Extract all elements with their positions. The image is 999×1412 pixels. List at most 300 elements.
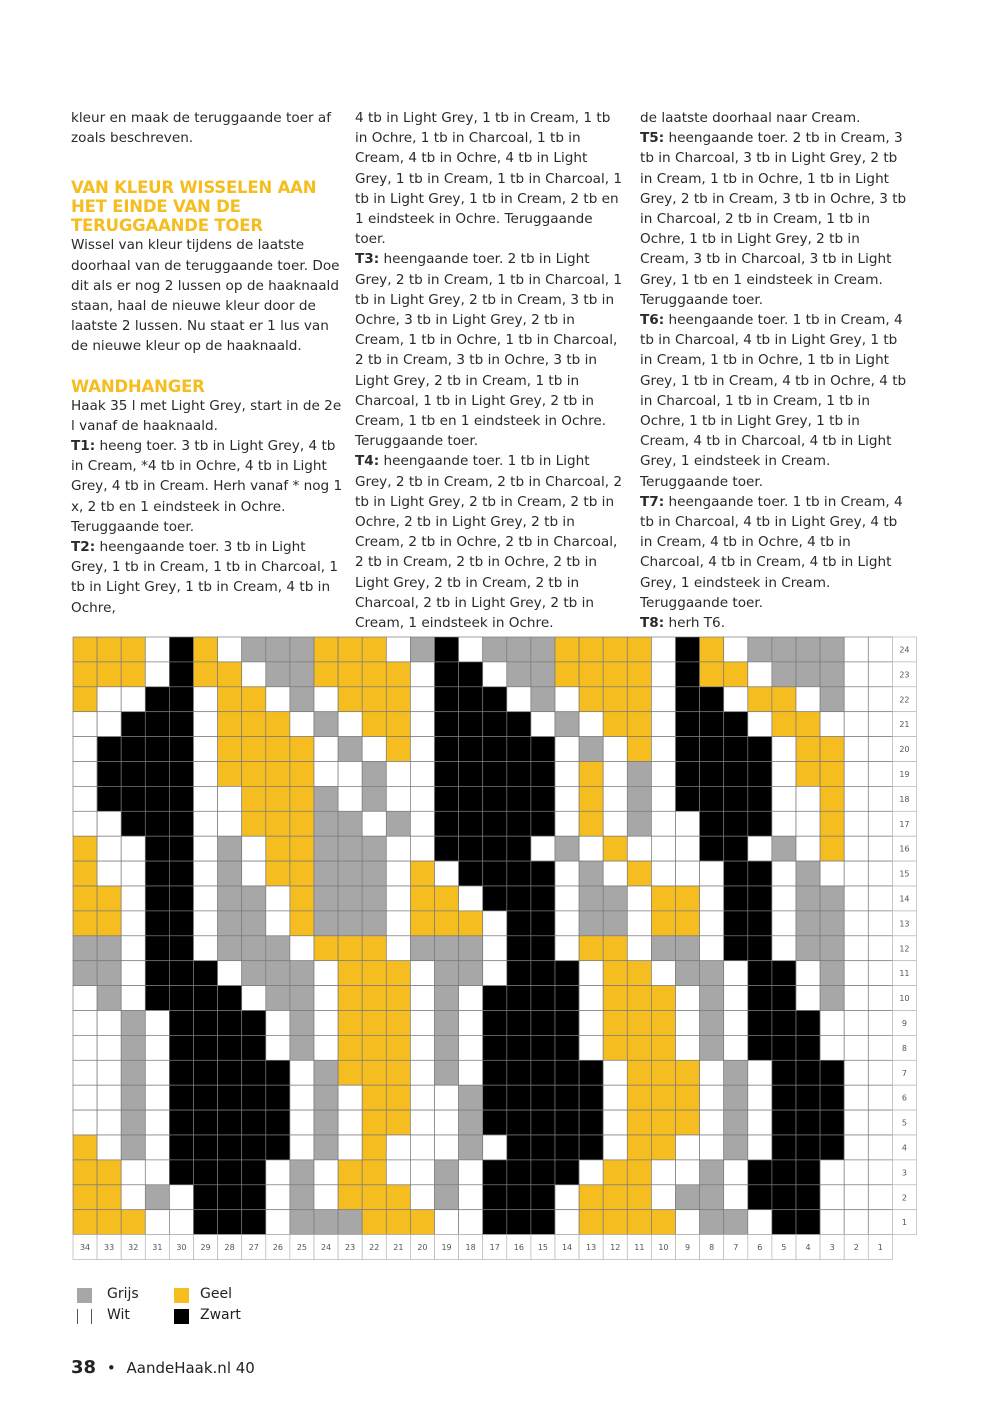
grid-cell: [555, 662, 579, 687]
grid-cell: [772, 986, 796, 1011]
grid-cell: [266, 1135, 290, 1160]
column-number: 21: [393, 1243, 404, 1253]
grid-cell: [603, 1035, 627, 1060]
grid-cell: [579, 986, 603, 1011]
grid-cell: [194, 961, 218, 986]
row-number: 10: [899, 994, 910, 1004]
row-number: 7: [901, 1068, 907, 1078]
grid-cell: [555, 911, 579, 936]
grid-cell: [218, 811, 242, 836]
grid-cell: [169, 911, 193, 936]
grid-cell: [73, 1185, 97, 1210]
grid-cell: [314, 1011, 338, 1036]
grid-cell: [579, 836, 603, 861]
grid-cell: [555, 1160, 579, 1185]
grid-cell: [362, 936, 386, 961]
grid-cell: [121, 1135, 145, 1160]
grid-cell: [218, 1035, 242, 1060]
grid-cell: [555, 861, 579, 886]
grid-cell: [844, 762, 868, 787]
grid-cell: [748, 1160, 772, 1185]
grid-cell: [338, 1060, 362, 1085]
grid-cell: [242, 762, 266, 787]
grid-cell: [724, 1060, 748, 1085]
grid-cell: [242, 662, 266, 687]
grid-cell: [724, 811, 748, 836]
grid-cell: [507, 662, 531, 687]
grid-cell: [603, 1135, 627, 1160]
grid-cell: [73, 737, 97, 762]
grid-cell: [266, 1060, 290, 1085]
grid-cell: [290, 1185, 314, 1210]
grid-cell: [121, 886, 145, 911]
grid-cell: [820, 961, 844, 986]
grid-cell: [410, 786, 434, 811]
grid-cell: [97, 1085, 121, 1110]
grid-cell: [627, 1011, 651, 1036]
grid-cell: [627, 936, 651, 961]
grid-cell: [73, 1060, 97, 1085]
grid-cell: [483, 936, 507, 961]
grid-cell: [772, 1011, 796, 1036]
footer-source: AandeHaak.nl 40: [126, 1359, 255, 1377]
grid-cell: [194, 1135, 218, 1160]
grid-cell: [410, 762, 434, 787]
grid-cell: [627, 737, 651, 762]
grid-cell: [748, 1085, 772, 1110]
grid-cell: [724, 786, 748, 811]
grid-cell: [97, 1110, 121, 1135]
column-number: 14: [561, 1243, 573, 1253]
grid-cell: [676, 1085, 700, 1110]
grid-cell: [266, 786, 290, 811]
grid-cell: [531, 737, 555, 762]
grid-cell: [169, 936, 193, 961]
grid-cell: [73, 662, 97, 687]
grid-cell: [796, 1160, 820, 1185]
grid-cell: [483, 811, 507, 836]
legend-swatch-geel: [174, 1288, 189, 1303]
grid-cell: [748, 1011, 772, 1036]
grid-cell: [218, 911, 242, 936]
column-number: 16: [513, 1243, 524, 1253]
grid-cell: [796, 936, 820, 961]
grid-cell: [435, 936, 459, 961]
grid-cell: [700, 1210, 724, 1235]
grid-cell: [772, 662, 796, 687]
grid-cell: [386, 1085, 410, 1110]
grid-cell: [362, 986, 386, 1011]
grid-cell: [459, 1085, 483, 1110]
grid-cell: [386, 1035, 410, 1060]
grid-cell: [242, 1135, 266, 1160]
grid-cell: [555, 1035, 579, 1060]
grid-cell: [218, 861, 242, 886]
grid-cell: [796, 662, 820, 687]
row-number: 22: [899, 695, 910, 705]
grid-cell: [73, 687, 97, 712]
grid-cell: [362, 1135, 386, 1160]
grid-cell: [555, 986, 579, 1011]
grid-cell: [386, 762, 410, 787]
grid-cell: [579, 1035, 603, 1060]
grid-cell: [169, 886, 193, 911]
grid-cell: [772, 1210, 796, 1235]
row-number: 3: [901, 1168, 907, 1178]
row-number: 23: [899, 670, 910, 680]
grid-cell: [627, 811, 651, 836]
grid-cell: [507, 1035, 531, 1060]
row-number: 24: [899, 645, 910, 655]
grid-cell: [868, 986, 892, 1011]
grid-cell: [194, 637, 218, 662]
row-number: 8: [901, 1043, 907, 1053]
grid-cell: [748, 637, 772, 662]
grid-cell: [314, 886, 338, 911]
grid-cell: [724, 936, 748, 961]
grid-cell: [266, 712, 290, 737]
grid-cell: [362, 1085, 386, 1110]
grid-cell: [338, 786, 362, 811]
grid-cell: [676, 1060, 700, 1085]
grid-cell: [555, 687, 579, 712]
grid-cell: [242, 1160, 266, 1185]
grid-cell: [724, 836, 748, 861]
grid-cell: [242, 1011, 266, 1036]
grid-cell: [483, 1160, 507, 1185]
grid-cell: [579, 1011, 603, 1036]
grid-cell: [290, 1035, 314, 1060]
grid-cell: [410, 1160, 434, 1185]
grid-cell: [314, 687, 338, 712]
grid-cell: [145, 1110, 169, 1135]
column-number: 7: [733, 1243, 739, 1253]
row-label-t1: T1:: [71, 438, 96, 455]
grid-cell: [314, 911, 338, 936]
grid-cell: [579, 762, 603, 787]
grid-cell: [820, 1135, 844, 1160]
grid-cell: [627, 1185, 651, 1210]
grid-cell: [386, 687, 410, 712]
grid-cell: [772, 861, 796, 886]
grid-cell: [603, 637, 627, 662]
grid-cell: [266, 762, 290, 787]
grid-cell: [242, 811, 266, 836]
grid-cell: [362, 1060, 386, 1085]
grid-cell: [97, 1011, 121, 1036]
grid-cell: [844, 836, 868, 861]
grid-cell: [145, 687, 169, 712]
grid-cell: [700, 986, 724, 1011]
grid-cell: [362, 1185, 386, 1210]
grid-cell: [435, 1035, 459, 1060]
grid-cell: [362, 687, 386, 712]
grid-cell: [73, 961, 97, 986]
row-number: 1: [901, 1218, 907, 1228]
grid-cell: [97, 836, 121, 861]
legend-label-geel: Geel: [200, 1286, 232, 1302]
grid-cell: [676, 1210, 700, 1235]
row-number: 13: [899, 919, 910, 929]
grid-cell: [435, 637, 459, 662]
grid-cell: [724, 961, 748, 986]
grid-cell: [651, 1210, 675, 1235]
page-number: 38: [71, 1357, 97, 1378]
grid-cell: [820, 786, 844, 811]
grid-cell: [820, 861, 844, 886]
grid-cell: [121, 986, 145, 1011]
row-text-t7: heengaande toer. 1 tb in Cream, 4 tb in Charcoal, 4 tb in Light Grey, 4 tb in Cream, 4 tb in Ochre, 4 tb in Charcoal, 4 tb in Cream, 4 tb in Light Grey, 1 eindsteek in Cream. Teruggaande toer.: [640, 493, 903, 611]
grid-cell: [483, 712, 507, 737]
grid-cell: [724, 886, 748, 911]
grid-cell: [483, 836, 507, 861]
grid-cell: [627, 911, 651, 936]
grid-cell: [169, 861, 193, 886]
grid-cell: [579, 712, 603, 737]
grid-cell: [724, 1160, 748, 1185]
grid-cell: [531, 687, 555, 712]
grid-cell: [218, 687, 242, 712]
grid-cell: [362, 1011, 386, 1036]
grid-cell: [748, 687, 772, 712]
grid-cell: [73, 1110, 97, 1135]
grid-cell: [121, 1011, 145, 1036]
grid-cell: [194, 1185, 218, 1210]
grid-cell: [121, 1160, 145, 1185]
grid-cell: [386, 1110, 410, 1135]
grid-cell: [242, 986, 266, 1011]
grid-cell: [483, 986, 507, 1011]
grid-cell: [676, 737, 700, 762]
grid-cell: [121, 1085, 145, 1110]
grid-cell: [459, 786, 483, 811]
grid-cell: [145, 986, 169, 1011]
grid-cell: [772, 886, 796, 911]
grid-cell: [145, 737, 169, 762]
grid-cell: [459, 1135, 483, 1160]
grid-cell: [362, 1110, 386, 1135]
grid-cell: [145, 662, 169, 687]
grid-cell: [266, 687, 290, 712]
grid-cell: [362, 637, 386, 662]
grid-cell: [266, 911, 290, 936]
grid-cell: [338, 911, 362, 936]
grid-cell: [627, 886, 651, 911]
grid-cell: [314, 1035, 338, 1060]
grid-cell: [555, 786, 579, 811]
grid-cell: [73, 637, 97, 662]
grid-cell: [169, 662, 193, 687]
grid-cell: [531, 1085, 555, 1110]
grid-cell: [748, 1210, 772, 1235]
grid-cell: [314, 1160, 338, 1185]
grid-cell: [435, 861, 459, 886]
grid-cell: [627, 986, 651, 1011]
grid-cell: [314, 712, 338, 737]
grid-cell: [772, 712, 796, 737]
grid-cell: [676, 811, 700, 836]
grid-cell: [483, 762, 507, 787]
grid-cell: [338, 1185, 362, 1210]
grid-cell: [651, 1011, 675, 1036]
grid-cell: [868, 936, 892, 961]
grid-cell: [97, 662, 121, 687]
grid-cell: [868, 1110, 892, 1135]
grid-cell: [724, 687, 748, 712]
grid-cell: [676, 836, 700, 861]
grid-cell: [410, 811, 434, 836]
grid-cell: [700, 1110, 724, 1135]
grid-cell: [73, 1210, 97, 1235]
grid-cell: [820, 737, 844, 762]
grid-cell: [194, 1210, 218, 1235]
grid-cell: [868, 1160, 892, 1185]
grid-cell: [531, 637, 555, 662]
grid-cell: [651, 712, 675, 737]
grid-cell: [844, 737, 868, 762]
row-number: 21: [899, 720, 910, 730]
grid-cell: [386, 1185, 410, 1210]
grid-cell: [362, 836, 386, 861]
grid-cell: [796, 762, 820, 787]
row-label-t2: T2:: [71, 539, 96, 556]
column-number: 15: [537, 1243, 549, 1253]
grid-cell: [435, 1085, 459, 1110]
grid-cell: [386, 737, 410, 762]
grid-cell: [97, 861, 121, 886]
grid-cell: [651, 1135, 675, 1160]
grid-cell: [555, 737, 579, 762]
grid-cell: [194, 836, 218, 861]
grid-cell: [73, 911, 97, 936]
grid-cell: [796, 637, 820, 662]
grid-cell: [507, 811, 531, 836]
grid-cell: [555, 836, 579, 861]
grid-cell: [194, 662, 218, 687]
row-t4-continued: de laatste doorhaal naar Cream.: [640, 110, 861, 126]
grid-cell: [555, 811, 579, 836]
grid-cell: [748, 911, 772, 936]
grid-cell: [700, 687, 724, 712]
grid-cell: [73, 712, 97, 737]
grid-cell: [459, 811, 483, 836]
grid-cell: [266, 861, 290, 886]
grid-cell: [459, 861, 483, 886]
grid-cell: [290, 762, 314, 787]
grid-cell: [266, 1185, 290, 1210]
grid-cell: [169, 1185, 193, 1210]
grid-cell: [603, 811, 627, 836]
grid-cell: [145, 1035, 169, 1060]
grid-cell: [724, 712, 748, 737]
grid-cell: [218, 662, 242, 687]
grid-cell: [627, 662, 651, 687]
grid-cell: [121, 687, 145, 712]
grid-cell: [266, 811, 290, 836]
row-label-t3: T3:: [355, 251, 380, 268]
grid-cell: [169, 687, 193, 712]
grid-cell: [531, 1011, 555, 1036]
grid-cell: [868, 786, 892, 811]
grid-cell: [386, 911, 410, 936]
grid-cell: [169, 762, 193, 787]
grid-cell: [242, 1185, 266, 1210]
grid-cell: [242, 861, 266, 886]
grid-cell: [362, 762, 386, 787]
grid-cell: [820, 662, 844, 687]
grid-cell: [627, 1085, 651, 1110]
grid-cell: [145, 1160, 169, 1185]
grid-cell: [627, 1135, 651, 1160]
column-number: 4: [805, 1243, 811, 1253]
grid-cell: [145, 1135, 169, 1160]
grid-cell: [386, 961, 410, 986]
grid-cell: [314, 861, 338, 886]
grid-cell: [772, 836, 796, 861]
grid-cell: [531, 1135, 555, 1160]
grid-cell: [121, 1110, 145, 1135]
grid-cell: [700, 1185, 724, 1210]
grid-cell: [724, 861, 748, 886]
grid-cell: [218, 986, 242, 1011]
row-number: 18: [899, 794, 910, 804]
grid-cell: [242, 712, 266, 737]
grid-cell: [820, 886, 844, 911]
grid-cell: [121, 762, 145, 787]
grid-cell: [724, 1210, 748, 1235]
grid-cell: [507, 1185, 531, 1210]
grid-cell: [651, 762, 675, 787]
grid-cell: [435, 836, 459, 861]
grid-cell: [820, 1160, 844, 1185]
grid-cell: [676, 762, 700, 787]
column-number: 10: [658, 1243, 669, 1253]
grid-cell: [290, 886, 314, 911]
grid-cell: [748, 961, 772, 986]
grid-cell: [555, 762, 579, 787]
grid-cell: [483, 786, 507, 811]
grid-cell: [145, 762, 169, 787]
row-number: 5: [901, 1118, 907, 1128]
grid-cell: [218, 712, 242, 737]
grid-cell: [676, 936, 700, 961]
grid-cell: [338, 1110, 362, 1135]
grid-cell: [483, 961, 507, 986]
grid-cell: [483, 1035, 507, 1060]
grid-cell: [410, 861, 434, 886]
grid-cell: [410, 1110, 434, 1135]
grid-cell: [676, 786, 700, 811]
grid-cell: [290, 786, 314, 811]
grid-cell: [700, 1085, 724, 1110]
grid-cell: [603, 986, 627, 1011]
grid-cell: [97, 986, 121, 1011]
row-text-t4: heengaande toer. 1 tb in Light Grey, 2 tb in Cream, 2 tb in Charcoal, 2 tb in Light Grey, 2 tb in Cream, 2 tb in Ochre, 2 tb in Light Grey, 2 tb in Cream, 2 tb in Ochre, 2 tb in Charcoal, 2 tb in Cream, 2 tb in Ochre, 2 tb in Light Grey, 2 tb in Cream, 2 tb in Charcoal, 2 tb in Light Grey, 2 tb in Cream, 1 eindsteek in Ochre.: [355, 453, 623, 632]
grid-cell: [483, 911, 507, 936]
grid-cell: [603, 1060, 627, 1085]
grid-cell: [314, 1210, 338, 1235]
grid-cell: [483, 1085, 507, 1110]
grid-cell: [435, 1135, 459, 1160]
grid-cell: [290, 1110, 314, 1135]
grid-cell: [435, 1160, 459, 1185]
grid-cell: [700, 786, 724, 811]
grid-cell: [748, 786, 772, 811]
grid-cell: [97, 1035, 121, 1060]
grid-cell: [386, 1011, 410, 1036]
grid-cell: [531, 986, 555, 1011]
grid-cell: [338, 662, 362, 687]
